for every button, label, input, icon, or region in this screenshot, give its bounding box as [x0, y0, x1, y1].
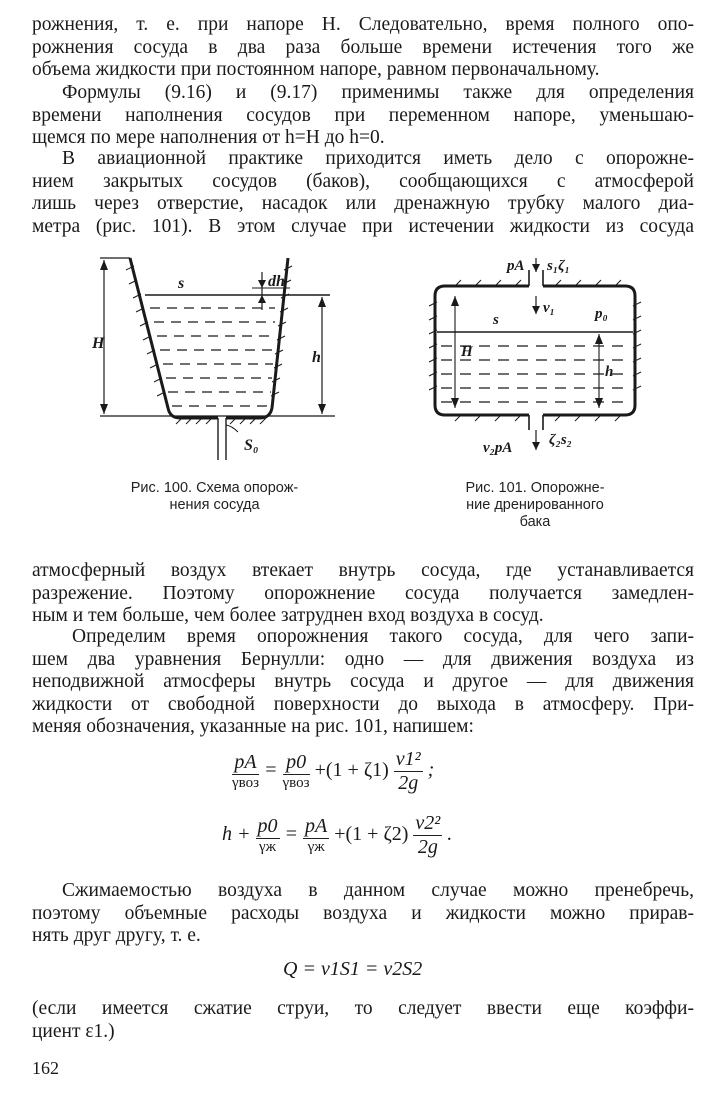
- text-line: (если имеется сжатие струи, то следует ввести еще коэффи-: [32, 998, 694, 1019]
- page-number: 162: [32, 1058, 59, 1078]
- caption-line: бака: [519, 514, 551, 530]
- text-line: щемся по мере наполнения от h=H до h=0.: [32, 127, 385, 149]
- text-line: рожнения сосуда в два раза больше времени истечения того же: [32, 36, 694, 58]
- tank-right-wall: [543, 286, 635, 415]
- tank-left-wall: [435, 286, 529, 415]
- vessel-left-wall: [130, 258, 218, 418]
- fraction: $\frac{\text{v2²}}{2g}$: [415, 812, 441, 858]
- punctuation: ;: [427, 759, 435, 782]
- text-line: нием закрытых сосудов (баков), сообщающихся с атмосферой: [32, 170, 694, 192]
- text-line: метра (рис. 101). В этом случае при истечении жидкости из сосуда: [32, 215, 694, 237]
- paragraph-6: [32, 880, 694, 948]
- label-S: s: [493, 312, 499, 328]
- text-line: В авиационной практике приходится иметь дело с опорожне-: [62, 148, 694, 169]
- figure-101-drained-tank-diagram: [425, 250, 650, 465]
- text-line: Сжимаемостью воздуха в данном случае можно пренебречь,: [62, 880, 694, 901]
- equals-sign: =: [284, 823, 298, 846]
- label-dh: dh: [268, 273, 285, 290]
- caption-line: Рис. 101. Опорожне-: [465, 480, 605, 496]
- text-line: циент ε1.): [32, 1020, 115, 1042]
- text-line: Определим время опорожнения такого сосуда, для чего запи-: [72, 626, 694, 647]
- fraction: $\frac{p0}{\gamma ж}$: [257, 815, 278, 855]
- equation-bernoulli-liquid: [222, 812, 452, 859]
- label-H: H: [461, 344, 473, 360]
- text-line: времени наполнения сосудов при переменном напоре, уменьшаю-: [32, 104, 694, 126]
- liquid-dashes: [150, 308, 275, 406]
- text-line: рожнения, т. е. при напоре H. Следовательно, время полного опо-: [32, 14, 694, 35]
- label-v2-pA: v₂pA: [483, 440, 513, 456]
- paragraph-1: [32, 14, 694, 82]
- fraction: $\frac{pA}{\text{γвоз}}$: [232, 751, 260, 791]
- head-term: h +: [222, 823, 251, 846]
- text-line: объема жидкости при постоянном напоре, равном первоначальному.: [32, 59, 600, 81]
- equation-bernoulli-air: [232, 748, 434, 795]
- label-h: h: [605, 364, 614, 380]
- fraction: $\frac{\text{v1²}}{2g}$: [395, 748, 421, 794]
- caption-line: ние дренированного: [466, 497, 604, 513]
- text-line: Формулы (9.16) и (9.17) применимы также для определения: [62, 82, 694, 103]
- text-line: лишь через отверстие, насадок или дренажную трубку малого диа-: [32, 193, 694, 215]
- equation-flow-rate: Q = v1S1 = v2S2: [283, 958, 423, 980]
- label-v1: v₁: [543, 300, 555, 316]
- text-line: поэтому объемные расходы воздуха и жидкости можно прирав-: [32, 902, 694, 924]
- paragraph-3: [32, 148, 694, 238]
- label-H: H: [92, 335, 105, 352]
- text-line: меняя обозначения, указанные на рис. 101, напишем:: [32, 716, 474, 738]
- fraction: $\frac{pA}{\gamma ж}$: [305, 815, 328, 855]
- label-zeta2-s2: ζ₂s₂: [549, 432, 572, 448]
- loss-term: +(1 + ζ1): [314, 759, 389, 782]
- text-line: жидкости от свободной поверхности до выхода в атмосферу. При-: [32, 693, 694, 715]
- caption-line: нения сосуда: [169, 497, 260, 513]
- paragraph-2: [32, 82, 694, 150]
- loss-term: +(1 + ζ2): [334, 823, 409, 846]
- figure-100-caption: [92, 480, 337, 514]
- paragraph-5: [32, 626, 694, 739]
- caption-line: Рис. 100. Схема опорож-: [130, 480, 299, 496]
- label-S: s: [178, 275, 185, 292]
- paragraph-7: [32, 998, 694, 1043]
- text-line: шем два уравнения Бернулли: одно — для движения воздуха из: [32, 648, 694, 670]
- label-S0: S₀: [244, 437, 259, 454]
- equals-sign: =: [264, 759, 278, 782]
- figure-100-vessel-diagram: [90, 250, 340, 470]
- figure-101-caption: [430, 480, 640, 531]
- text-line: нять друг другу, т. е.: [32, 925, 201, 947]
- label-h: h: [312, 349, 321, 366]
- paragraph-4: [32, 560, 694, 628]
- text-line: разрежение. Поэтому опорожнение сосуда получается замедлен-: [32, 582, 694, 604]
- text-line: атмосферный воздух втекает внутрь сосуда, где устанавливается: [32, 560, 694, 581]
- label-pA-top: pA: [507, 258, 525, 274]
- label-p0: p₀: [595, 306, 608, 322]
- punctuation: .: [447, 823, 453, 846]
- label-s1-zeta1: s₁ζ₁: [547, 258, 570, 274]
- text-line: неподвижной атмосферы внутрь сосуда и другое — для движения: [32, 671, 694, 693]
- text-line: ным и тем больше, чем более затруднен вход воздуха в сосуд.: [32, 605, 544, 627]
- fraction: $\frac{p0}{\text{γвоз}}$: [282, 751, 310, 791]
